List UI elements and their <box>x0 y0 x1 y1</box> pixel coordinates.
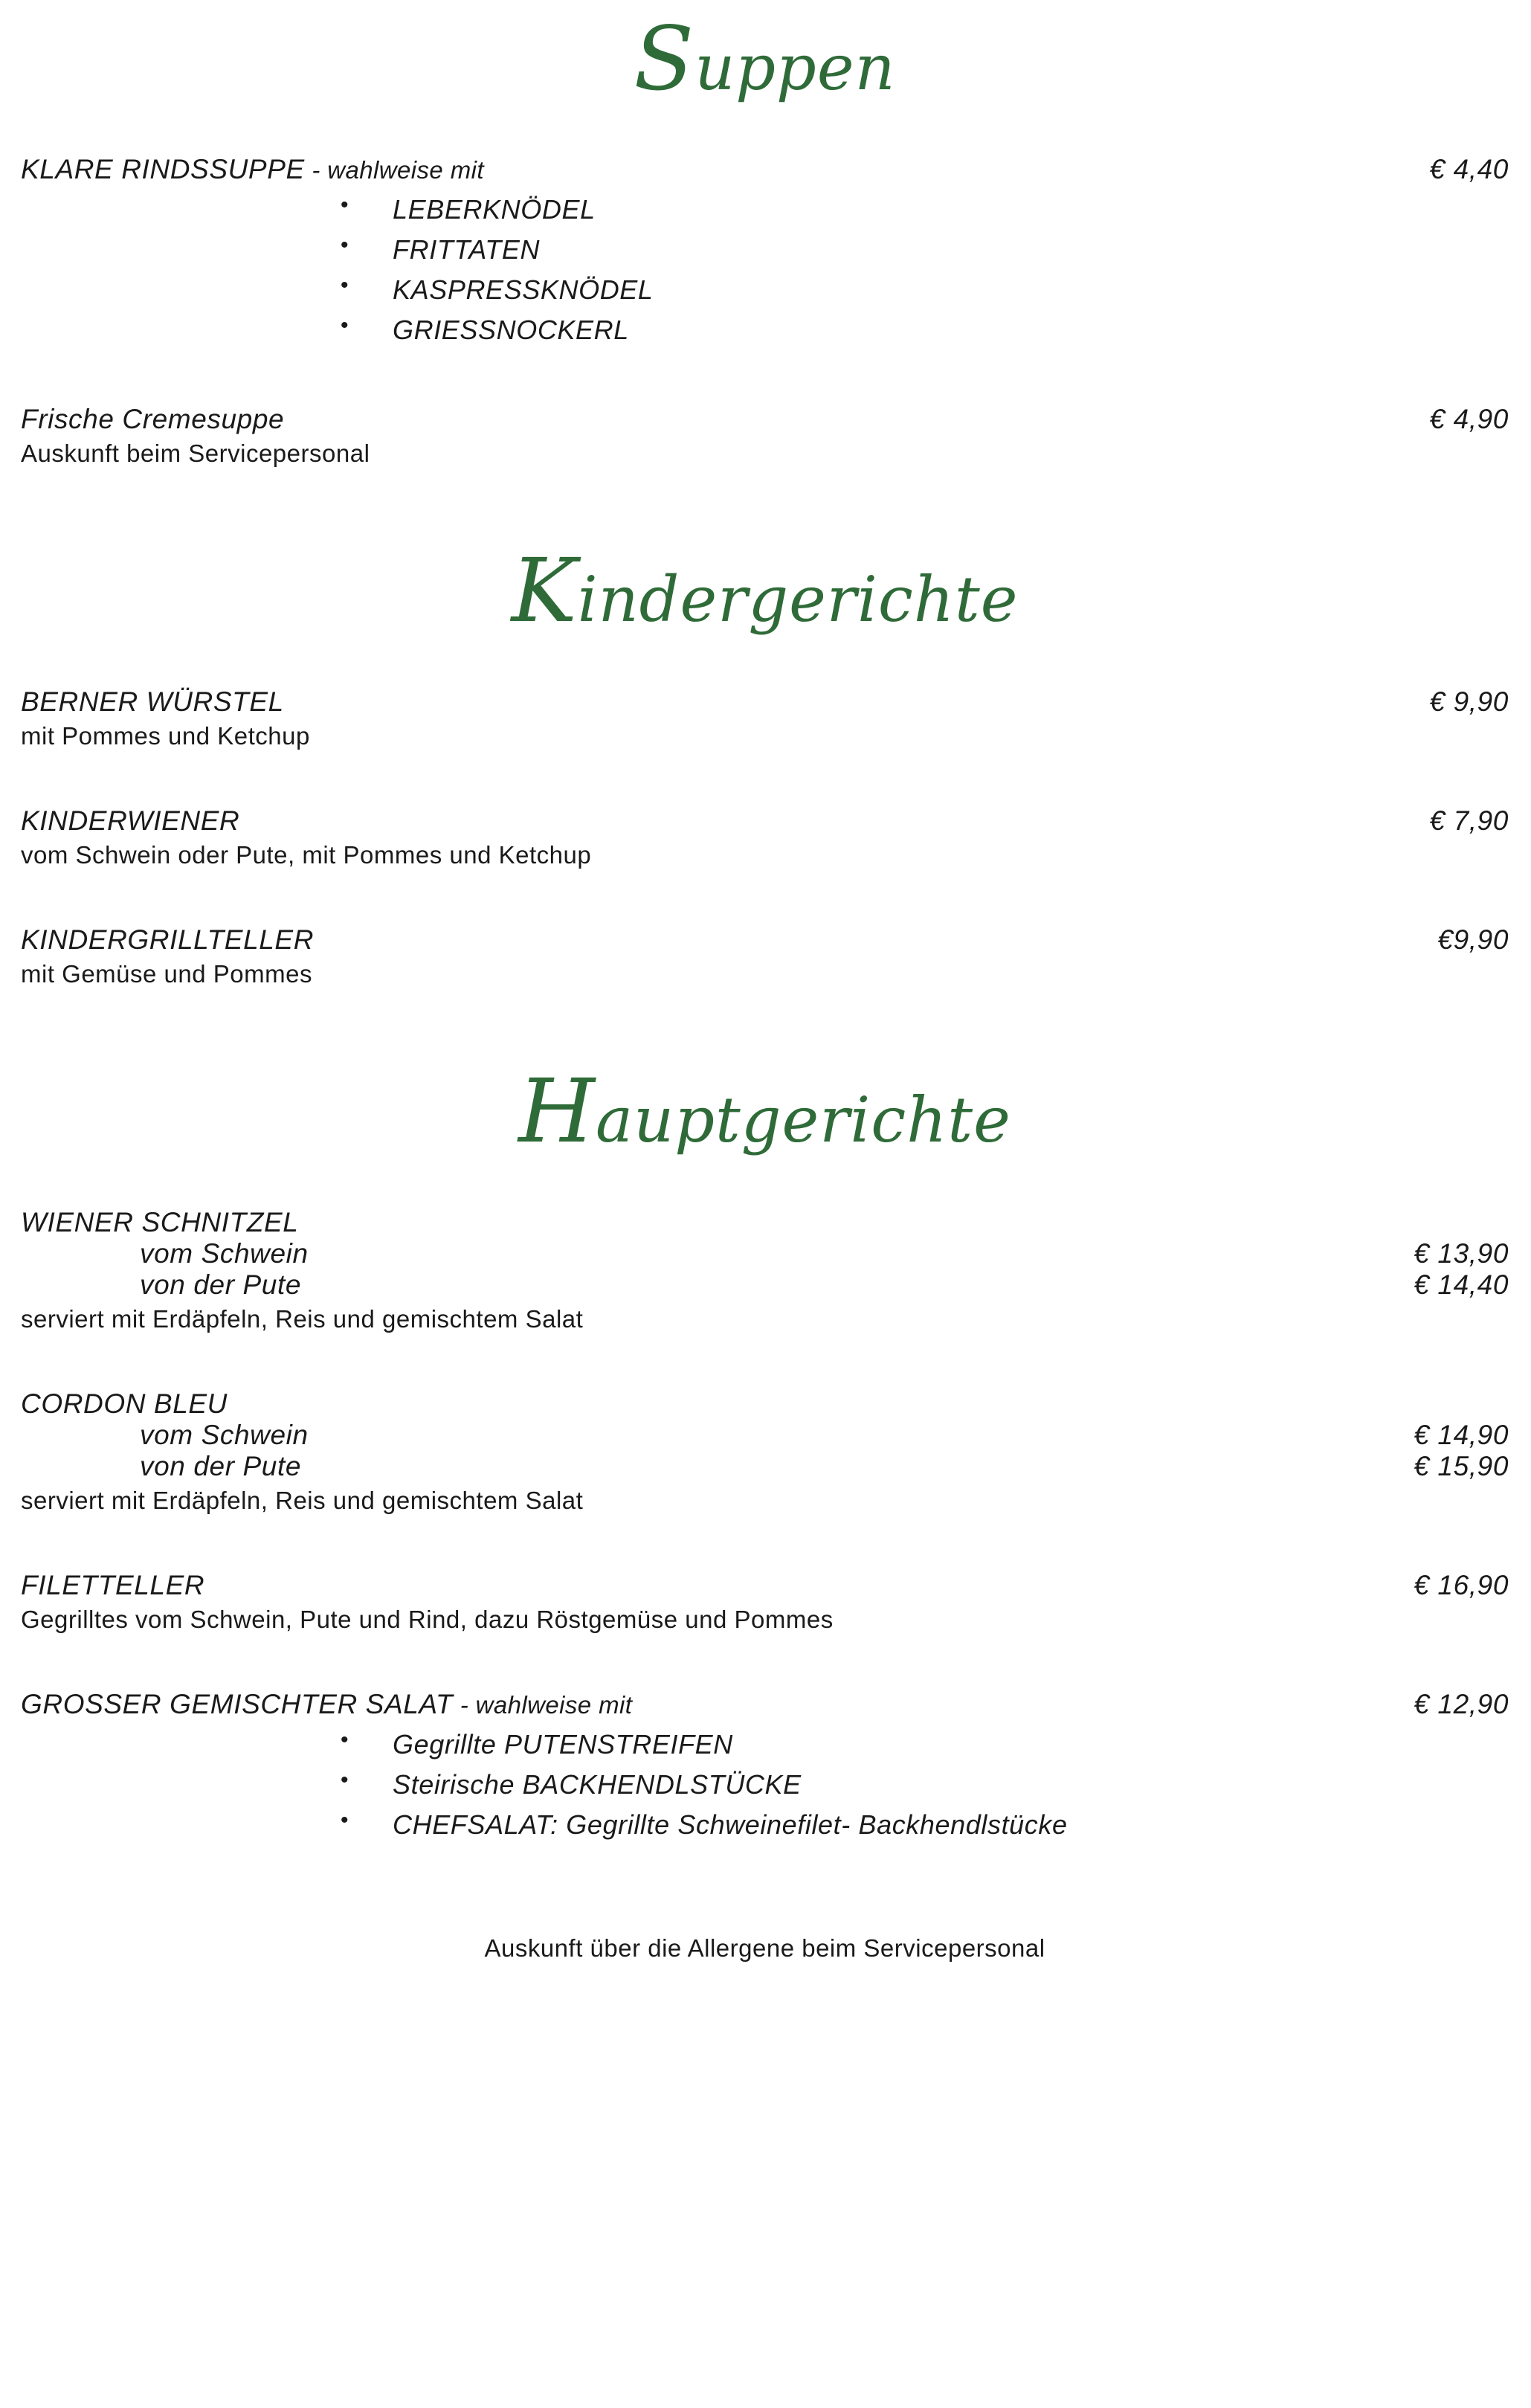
list-item: • FRITTATEN <box>21 230 1509 270</box>
section-title-kindergerichte-initial: K <box>511 539 578 643</box>
menu-item-name: FILETTELLER <box>21 1569 205 1600</box>
menu-item-description: Gegrilltes vom Schwein, Pute und Rind, dazu Röstgemüse und Pommes <box>21 1605 834 1633</box>
menu-item <box>21 924 1509 990</box>
menu-item-description: serviert mit Erdäpfeln, Reis und gemischtem Salat <box>21 1304 584 1333</box>
menu-item <box>21 686 1509 752</box>
menu-item <box>21 1689 1509 1845</box>
menu-item-variant <box>21 1451 1509 1482</box>
menu-item <box>21 1388 1509 1516</box>
section-title-hauptgerichte-initial: H <box>518 1060 596 1163</box>
menu-item-row <box>21 404 1509 435</box>
menu-item-variant-price: € 15,90 <box>1414 1450 1509 1481</box>
menu-item-variant <box>21 1238 1509 1269</box>
list-item: • KASPRESSKNÖDEL <box>21 270 1509 310</box>
menu-item-name-main: KLARE RINDSSUPPE <box>21 154 305 185</box>
menu-item-variant-price: € 14,90 <box>1414 1419 1509 1450</box>
menu-item-price: € 9,90 <box>1429 686 1509 717</box>
menu-item-variant-label: vom Schwein <box>140 1419 309 1450</box>
section-title-suppen-rest: uppen <box>694 31 896 104</box>
menu-item-variant-label: von der Pute <box>140 1450 302 1481</box>
menu-item-name <box>21 1689 632 1720</box>
menu-item-variant-price: € 13,90 <box>1414 1237 1509 1269</box>
menu-item-variant-label: von der Pute <box>140 1269 302 1300</box>
menu-item-price: € 12,90 <box>1414 1689 1509 1720</box>
menu-item-name: KINDERWIENER <box>21 805 240 836</box>
menu-item-row <box>21 1570 1509 1601</box>
menu-item-row <box>21 805 1509 837</box>
menu-item-name-suffix: - wahlweise mit <box>453 1691 633 1719</box>
section-title-kindergerichte-rest: indergerichte <box>577 563 1019 637</box>
menu-item-variant <box>21 1269 1509 1301</box>
menu-page <box>0 7 1531 2408</box>
menu-item <box>21 1570 1509 1635</box>
menu-item-name <box>21 154 484 185</box>
menu-item <box>21 1207 1509 1335</box>
menu-item-description: vom Schwein oder Pute, mit Pommes und Ketchup <box>21 840 592 869</box>
menu-item-name: BERNER WÜRSTEL <box>21 686 284 717</box>
menu-item-price: € 16,90 <box>1414 1569 1509 1600</box>
menu-item-options <box>21 1725 1509 1845</box>
menu-item-name: Frische Cremesuppe <box>21 404 285 435</box>
menu-item <box>21 154 1509 350</box>
menu-item-description: serviert mit Erdäpfeln, Reis und gemischtem Salat <box>21 1486 584 1514</box>
list-item: • Steirische BACKHENDLSTÜCKE <box>21 1765 1509 1805</box>
menu-item <box>21 404 1509 469</box>
menu-item-name: WIENER SCHNITZEL <box>21 1206 299 1237</box>
menu-item-description: mit Pommes und Ketchup <box>21 721 310 750</box>
menu-item-price: € 4,90 <box>1429 404 1509 435</box>
list-item: • Gegrillte PUTENSTREIFEN <box>21 1725 1509 1765</box>
menu-item-variant-price: € 14,40 <box>1414 1269 1509 1300</box>
menu-item-price: € 7,90 <box>1429 805 1509 836</box>
menu-item-variant <box>21 1420 1509 1451</box>
menu-item-name: KINDERGRILLTELLER <box>21 924 315 956</box>
menu-item-name: CORDON BLEU <box>21 1388 228 1419</box>
menu-item-name-main: GROSSER GEMISCHTER SALAT <box>21 1689 454 1720</box>
section-title-suppen-initial: S <box>634 7 695 110</box>
menu-item-row <box>21 154 1509 185</box>
menu-item-variant-label: vom Schwein <box>140 1237 309 1269</box>
allergen-notice: Auskunft über die Allergene beim Servicepersonal <box>484 1934 1045 1963</box>
list-item: • LEBERKNÖDEL <box>21 190 1509 230</box>
menu-item-row <box>21 1689 1509 1720</box>
section-title-hauptgerichte <box>21 1060 1509 1163</box>
list-item: • CHEFSALAT: Gegrillte Schweinefilet- Backhendlstücke <box>21 1805 1509 1845</box>
menu-item-description: mit Gemüse und Pommes <box>21 960 312 988</box>
menu-item-options <box>21 190 1509 350</box>
menu-item-price: €9,90 <box>1437 924 1509 956</box>
menu-item-price: € 4,40 <box>1429 154 1509 185</box>
menu-item-row <box>21 686 1509 718</box>
menu-item-description: Auskunft beim Servicepersonal <box>21 440 370 468</box>
section-title-suppen <box>21 7 1509 110</box>
menu-item-row <box>21 924 1509 956</box>
section-title-kindergerichte <box>21 539 1509 643</box>
list-item: • GRIESSNOCKERL <box>21 310 1509 350</box>
menu-item-name-suffix: - wahlweise mit <box>304 156 484 184</box>
menu-item <box>21 805 1509 871</box>
section-title-hauptgerichte-rest: auptgerichte <box>596 1084 1011 1157</box>
